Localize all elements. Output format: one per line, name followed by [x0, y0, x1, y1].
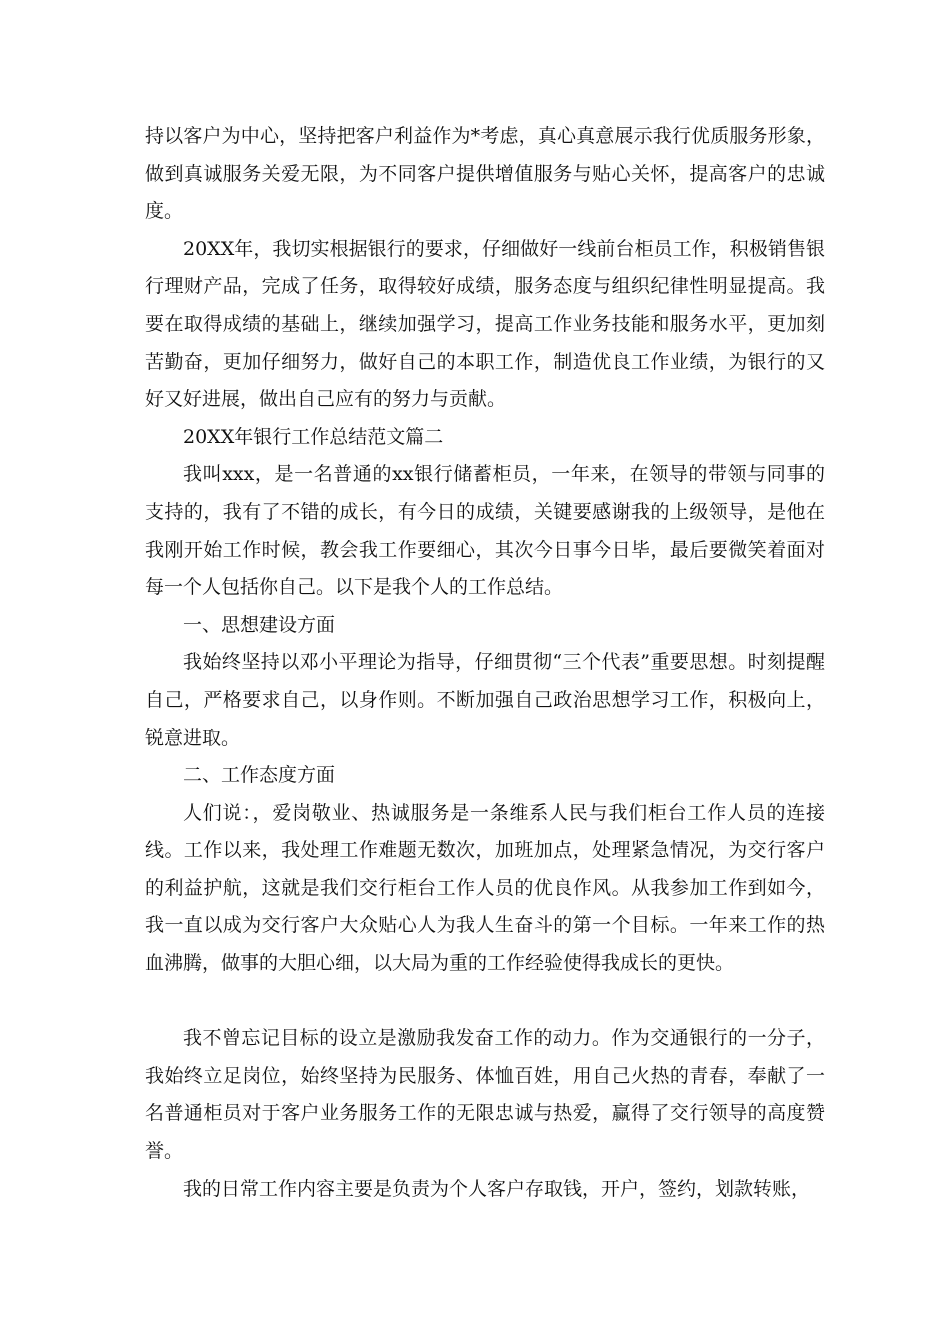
blank-line — [145, 983, 825, 1021]
paragraph-introduction: 我叫xxx，是一名普通的xx银行储蓄柜员，一年来，在领导的带领与同事的支持的，我有了不错的成长，有今日的成绩，关键要感谢我的上级领导，是他在我刚开始工作时候，教会我工作要细心，其次今日事今日毕，最后要微笑着面对每一个人包括你自己。以下是我个人的工作总结。 — [145, 463, 825, 599]
paragraph-2020-summary: 20XX年，我切实根据银行的要求，仔细做好一线前台柜员工作，积极销售银行理财产品，完成了任务，取得较好成绩，服务态度与组织纪律性明显提高。我要在取得成绩的基础上，继续加强学习，提高工作业务技能和服务水平，更加刻苦勤奋，更加仔细努力，做好自己的本职工作，制造优良工作业绩，为银行的又好又好进展，做出自己应有的努力与贡献。 — [145, 237, 825, 411]
heading-work-attitude: 二、工作态度方面 — [183, 764, 336, 787]
section-title-part-two: 20XX年银行工作总结范文篇二 — [183, 425, 444, 448]
paragraph-ideology: 我始终坚持以邓小平理论为指导，仔细贯彻“三个代表”重要思想。时刻提醒自己，严格要求自己，以身作则。不断加强自己政治思想学习工作，积极向上，锐意进取。 — [145, 651, 825, 749]
document-body — [145, 118, 825, 1208]
paragraph-work-attitude: 人们说：，爱岗敬业、热诚服务是一条维系人民与我们柜台工作人员的连接线。工作以来，我处理工作难题无数次，加班加点，处理紧急情况，为交行客户的利益护航，这就是我们交行柜台工作人员的优良作风。从我参加工作到如今，我一直以成为交行客户大众贴心人为我人生奋斗的第一个目标。一年来工作的热血沸腾，做事的大胆心细，以大局为重的工作经验使得我成长的更快。 — [145, 801, 825, 975]
heading-ideology: 一、思想建设方面 — [183, 613, 336, 636]
paragraph-goals: 我不曾忘记目标的设立是激励我发奋工作的动力。作为交通银行的一分子，我始终立足岗位，始终坚持为民服务、体恤百姓，用自己火热的青春，奉献了一名普通柜员对于客户业务服务工作的无限忠诚与热爱，赢得了交行领导的高度赞誉。 — [145, 1027, 825, 1163]
paragraph-daily-work: 我的日常工作内容主要是负责为个人客户存取钱，开户，签约，划款转账， — [183, 1177, 811, 1200]
paragraph-continuation: 持以客户为中心，坚持把客户利益作为*考虑，真心真意展示我行优质服务形象，做到真诚服务关爱无限，为不同客户提供增值服务与贴心关怀，提高客户的忠诚度。 — [145, 125, 825, 223]
